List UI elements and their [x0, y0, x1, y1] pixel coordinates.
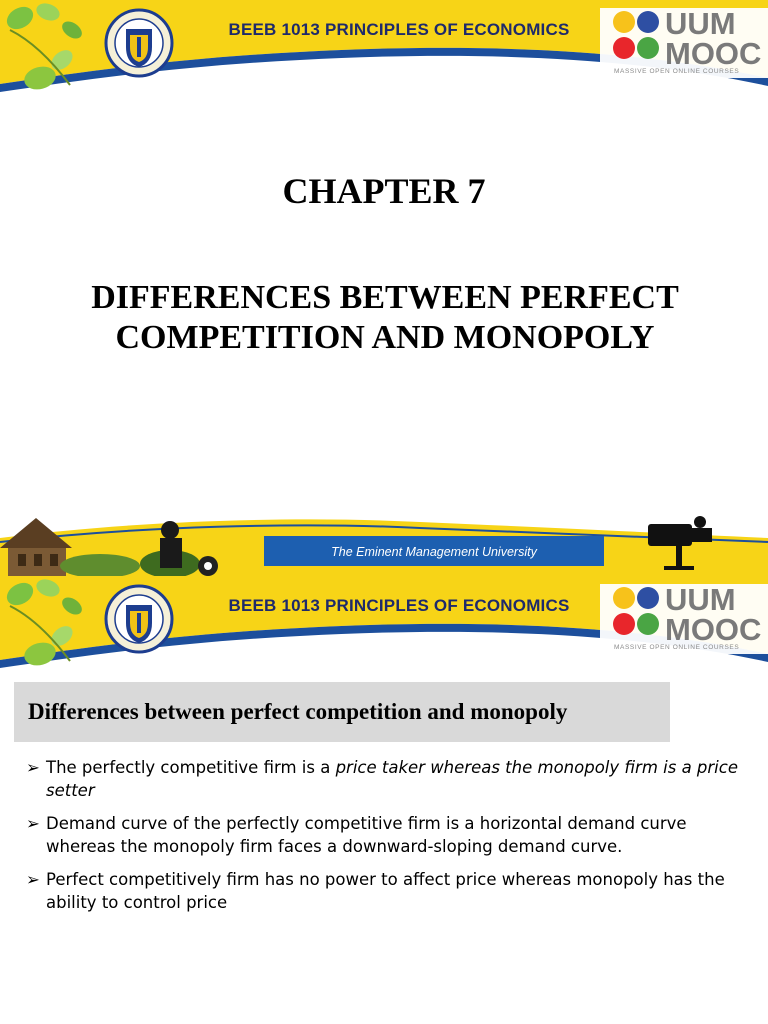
- bullet-text-plain: The perfectly competitive firm is a: [46, 758, 336, 777]
- list-item: [26, 812, 746, 858]
- university-crest-icon: [104, 5, 174, 85]
- main-title-line2: COMPETITION AND MONOPOLY: [115, 319, 655, 356]
- logo-line1: UUM: [665, 6, 736, 41]
- main-title-line1: DIFFERENCES BETWEEN PERFECT: [91, 279, 679, 316]
- logo-circles-icon: [612, 10, 664, 66]
- bullet-text-italic: price taker whereas the monopoly firm is a price setter: [46, 758, 738, 800]
- uum-mooc-logo: [612, 8, 762, 80]
- arrow-bullet-icon: ➢: [26, 758, 40, 777]
- arrow-bullet-icon: ➢: [26, 870, 40, 889]
- main-title: [40, 278, 730, 358]
- content-slide: [0, 576, 768, 1024]
- bullet-text: Perfect competitively firm has no power to affect price whereas monopoly has the ability to control price: [46, 870, 725, 912]
- bullet-text: Demand curve of the perfectly competitive firm is a horizontal demand curve whereas the monopoly firm faces a downward-sloping demand curve.: [46, 814, 687, 856]
- bullet-list: [26, 756, 746, 924]
- logo-line1: UUM: [665, 582, 736, 617]
- section-title-box: [14, 682, 670, 742]
- university-crest-icon: [104, 581, 174, 661]
- uum-mooc-logo: [612, 584, 762, 656]
- logo-tagline: MASSIVE OPEN ONLINE COURSES: [614, 644, 740, 651]
- header-banner: [0, 576, 768, 676]
- logo-line2: MOOC: [665, 36, 762, 71]
- footer-motto: The Eminent Management University: [331, 545, 537, 559]
- arrow-bullet-icon: ➢: [26, 814, 40, 833]
- chapter-heading: CHAPTER 7: [282, 171, 486, 211]
- course-title: BEEB 1013 PRINCIPLES OF ECONOMICS: [228, 20, 570, 39]
- list-item: [26, 756, 746, 802]
- header-banner: [0, 0, 768, 100]
- logo-tagline: MASSIVE OPEN ONLINE COURSES: [614, 68, 740, 75]
- logo-line2: MOOC: [665, 612, 762, 647]
- list-item: [26, 868, 746, 914]
- logo-circles-icon: [612, 586, 664, 642]
- section-title: Differences between perfect competition and monopoly: [28, 699, 568, 724]
- course-title: BEEB 1013 PRINCIPLES OF ECONOMICS: [228, 596, 570, 615]
